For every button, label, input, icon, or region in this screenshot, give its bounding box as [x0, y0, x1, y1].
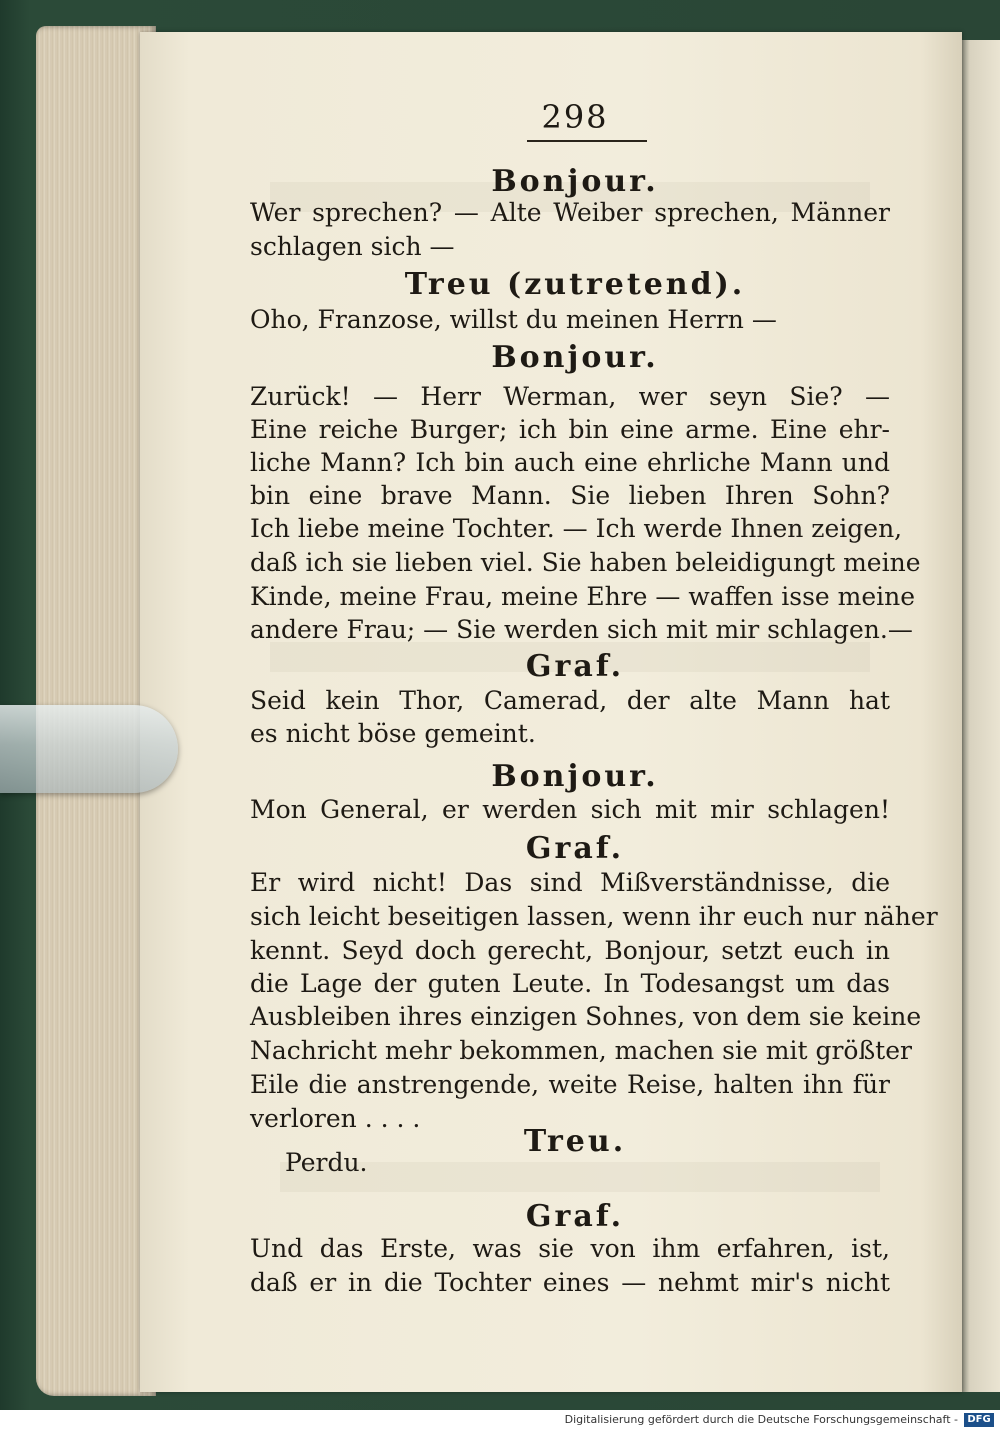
speaker-heading: Graf.: [525, 1199, 625, 1234]
text-line: Eine reiche Burger; ich bin eine arme. Eine ehr-: [250, 415, 890, 444]
speaker-heading: Graf.: [525, 649, 625, 684]
page-number-underline: [527, 140, 647, 142]
footer-credit: Digitalisierung gefördert durch die Deutsche Forschungsgemeinschaft -: [564, 1413, 958, 1426]
text-line: verloren . . . .: [250, 1104, 421, 1133]
text-line: daß ich sie lieben viel. Sie haben beleidigungt meine: [250, 548, 921, 577]
text-line: Er wird nicht! Das sind Mißverständnisse, die: [250, 868, 890, 897]
text-line: Mon General, er werden sich mit mir schlagen!: [250, 795, 890, 824]
text-line: sich leicht beseitigen lassen, wenn ihr euch nur näher: [250, 902, 938, 931]
text-line: bin eine brave Mann. Sie lieben Ihren Sohn?: [250, 481, 890, 510]
text-line: Wer sprechen? — Alte Weiber sprechen, Männer: [250, 198, 890, 227]
text-line: schlagen sich —: [250, 232, 455, 261]
speaker-heading: Treu (zutretend).: [404, 267, 746, 302]
speaker-heading: Bonjour.: [491, 759, 659, 794]
text-line: es nicht böse gemeint.: [250, 719, 536, 748]
text-line: Kinde, meine Frau, meine Ehre — waffen isse meine: [250, 582, 916, 611]
text-line: andere Frau; — Sie werden sich mit mir schlagen.—: [250, 615, 913, 644]
dfg-logo: DFG: [964, 1413, 994, 1427]
text-line: Perdu.: [285, 1148, 368, 1177]
text-line: Ich liebe meine Tochter. — Ich werde Ihnen zeigen,: [250, 514, 903, 543]
text-line: Ausbleiben ihres einzigen Sohnes, von dem sie keine: [250, 1002, 922, 1031]
page-number: 298: [541, 98, 609, 136]
text-line: kennt. Seyd doch gerecht, Bonjour, setzt euch in: [250, 936, 890, 965]
text-line: Nachricht mehr bekommen, machen sie mit größter: [250, 1036, 912, 1065]
text-line: die Lage der guten Leute. In Todesangst um das: [250, 969, 890, 998]
text-line: liche Mann? Ich bin auch eine ehrliche Mann und: [250, 448, 890, 477]
speaker-heading: Treu.: [523, 1124, 627, 1159]
text-line: Eile die anstrengende, weite Reise, halten ihn für: [250, 1070, 890, 1099]
speaker-heading: Graf.: [525, 831, 625, 866]
text-line: Und das Erste, was sie von ihm erfahren, ist,: [250, 1234, 890, 1263]
page-holder-clip: [0, 705, 178, 793]
text-line: Seid kein Thor, Camerad, der alte Mann hat: [250, 686, 890, 715]
speaker-heading: Bonjour.: [491, 164, 659, 199]
text-line: Oho, Franzose, willst du meinen Herrn —: [250, 305, 777, 334]
facing-page-edge: [962, 40, 1000, 1392]
footer-bar: [0, 1410, 1000, 1430]
text-line: daß er in die Tochter eines — nehmt mir's nicht: [250, 1268, 890, 1297]
speaker-heading: Bonjour.: [491, 340, 659, 375]
text-line: Zurück! — Herr Werman, wer seyn Sie? —: [250, 382, 890, 411]
